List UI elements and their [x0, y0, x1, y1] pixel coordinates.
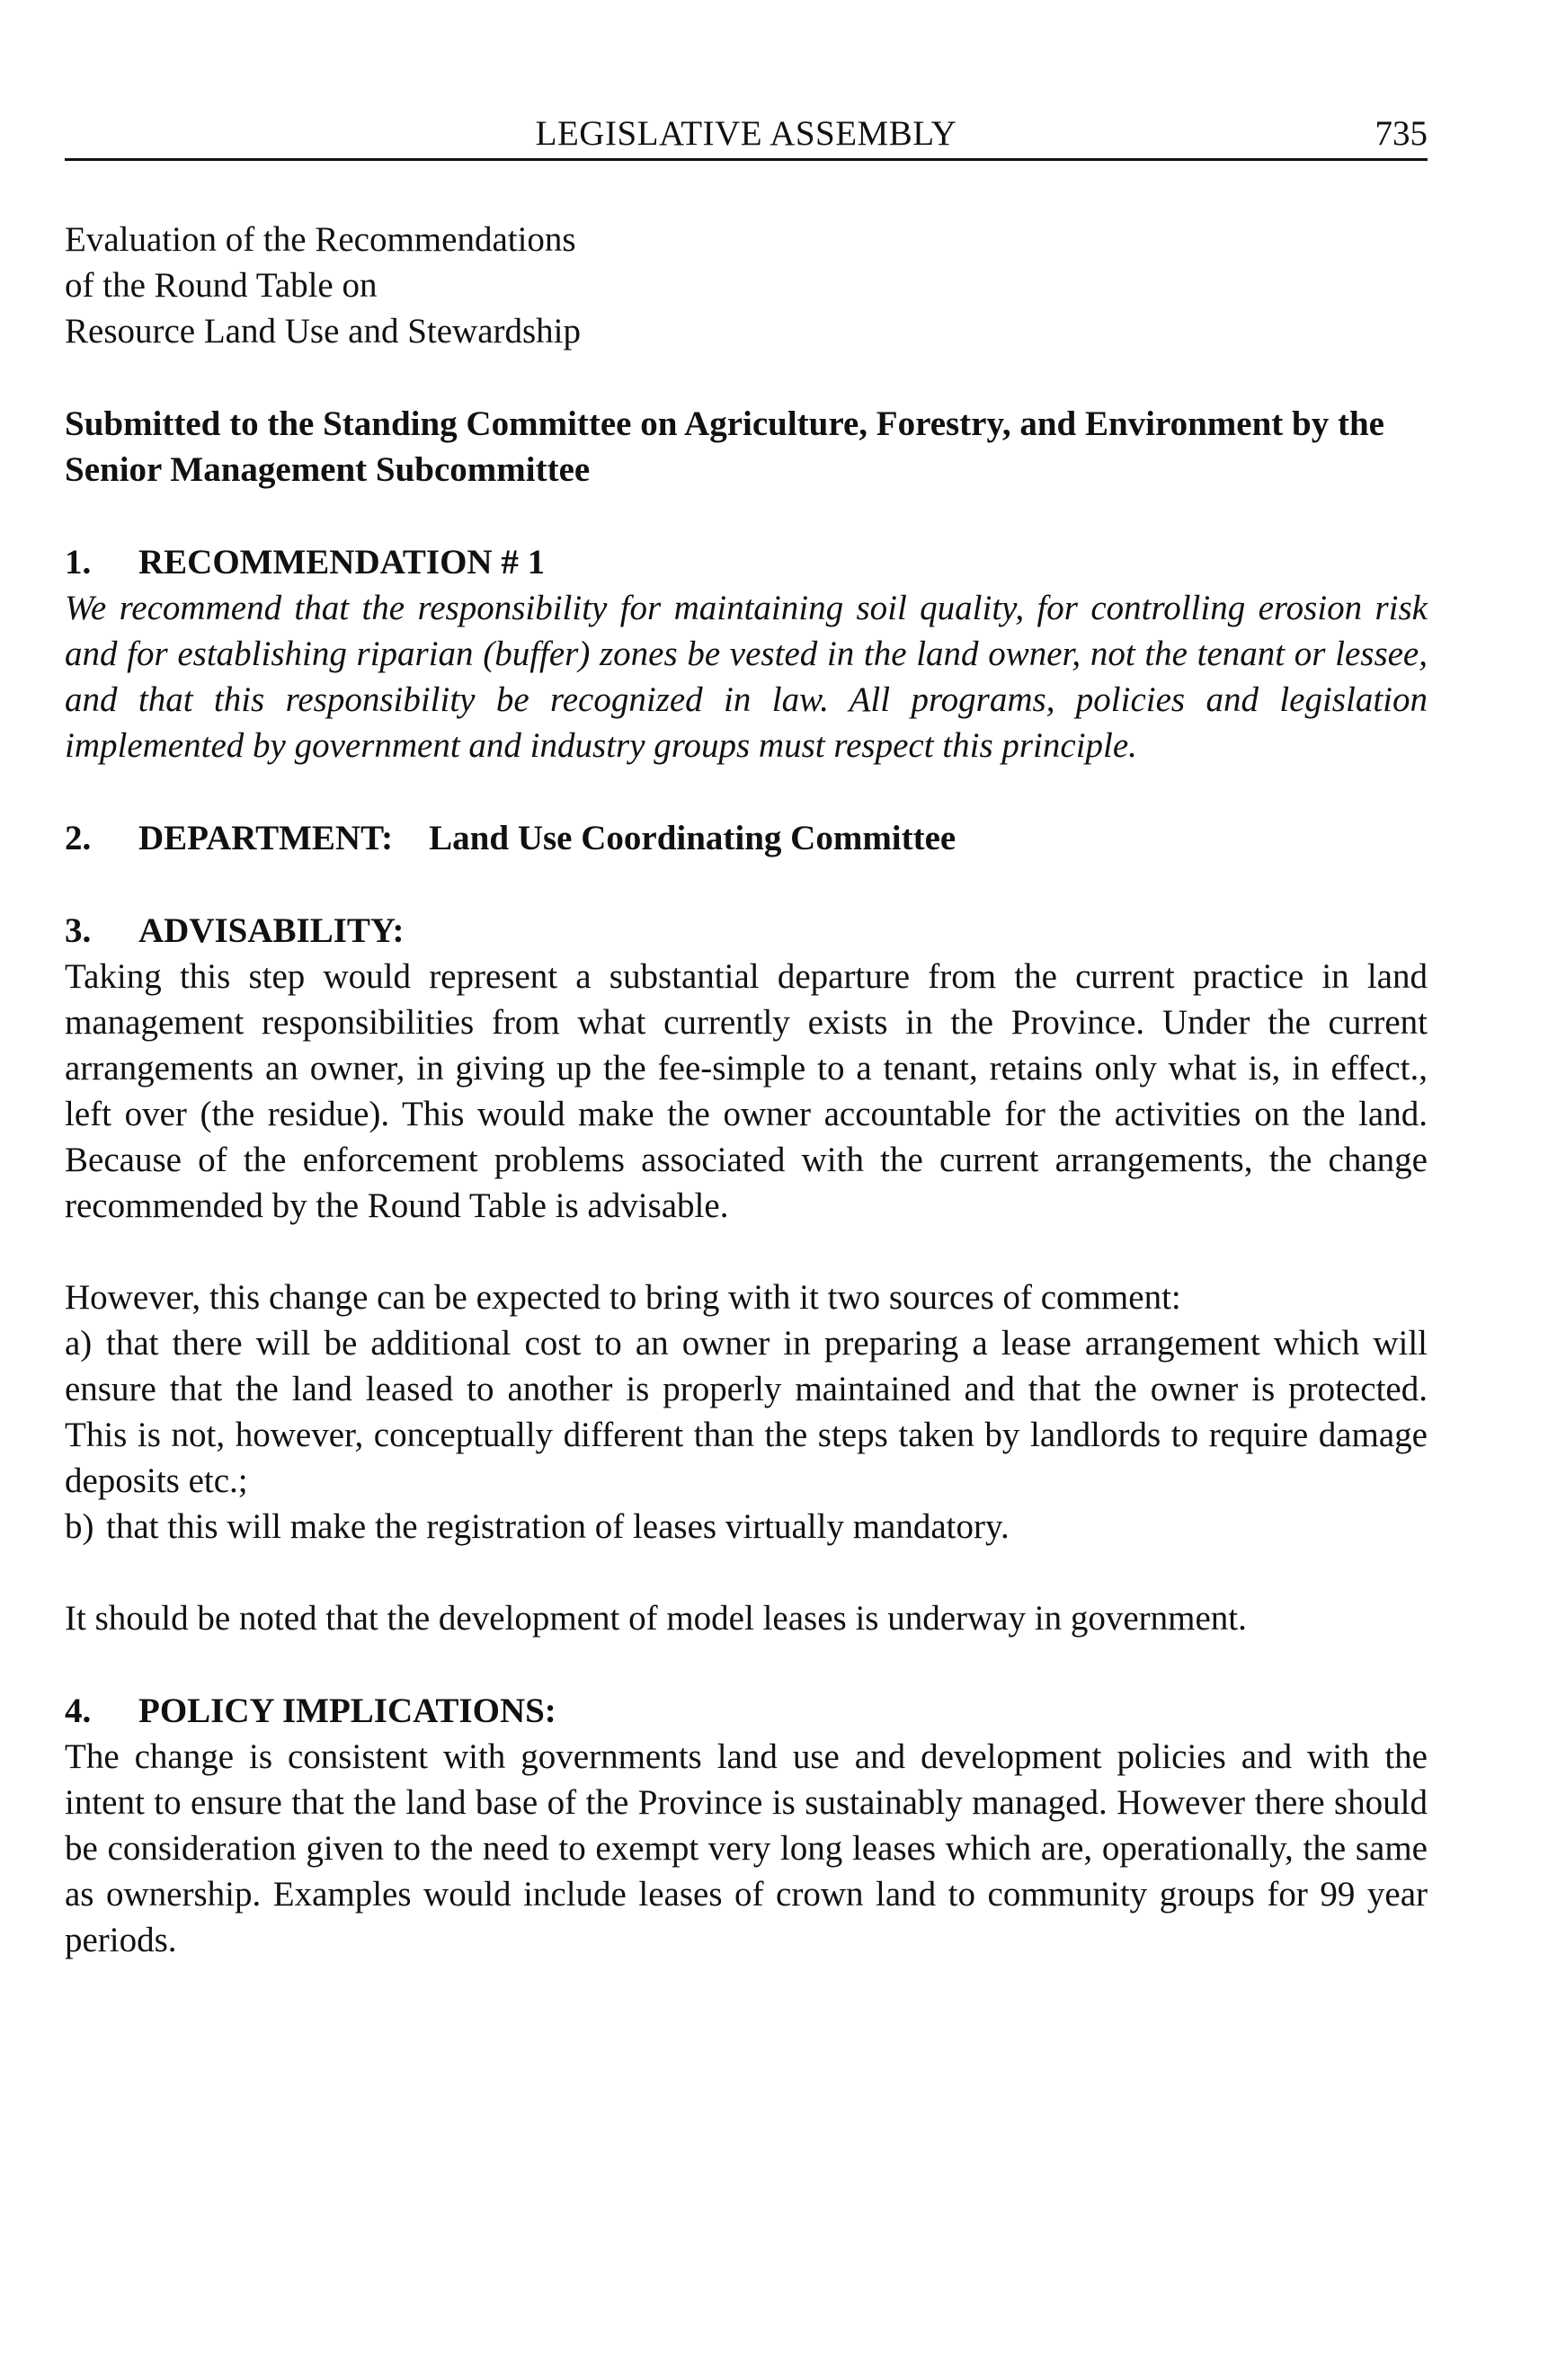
title-line-3: Resource Land Use and Stewardship: [65, 312, 582, 351]
section-1-number: 1.: [65, 543, 92, 582]
section-2-heading: [65, 815, 1428, 861]
section-3-title: ADVISABILITY:: [138, 911, 405, 950]
section-1-heading: [65, 539, 1428, 585]
document-title: [65, 217, 1428, 354]
list-text-a: that there will be additional cost to an owner in preparing a lease arrangement which will ensure that the land leased to another is properly maintained and that the owner is protected. This is not, however, conceptually different than the steps taken by landlords to require damage deposits etc.;: [65, 1324, 1428, 1500]
advisability-paragraph-1: Taking this step would represent a substantial departure from the current practice in land management responsibilities from what currently exists in the Province. Under the current arrangements an owner, in giving up the fee-simple to a tenant, retains only what is, in effect., left over (the residue). This would make the owner accountable for the activities on the land. Because of the enforcement problems associated with the current arrangements, the change recommended by the Round Table is advisable.: [65, 957, 1428, 1225]
section-4-heading: [65, 1688, 1428, 1734]
recommendation-text: We recommend that the responsibility for maintaining soil quality, for controlling erosion risk and for establishing riparian (buffer) zones be vested in the land owner, not the tenant or lessee, and that this responsibility be recognized in law. All programs, policies and legislation implemented by government and industry groups must respect this principle.: [65, 589, 1428, 765]
submitted-statement: Submitted to the Standing Committee on Agriculture, Forestry, and Environment by the Senior Management Subcommittee: [65, 404, 1384, 489]
section-3-heading: [65, 908, 1428, 954]
section-2-number: 2.: [65, 819, 92, 857]
policy-implications-paragraph: The change is consistent with governments land use and development policies and with the intent to ensure that the land base of the Province is sustainably managed. However there should be consideration given to the need to exempt very long leases which are, operationally, the same as ownership. Examples would include leases of crown land to community groups for 99 year periods.: [65, 1737, 1428, 1959]
department-value: Land Use Coordinating Committee: [429, 819, 956, 857]
list-marker-b: b): [65, 1507, 94, 1546]
list-item-a: [65, 1320, 1428, 1504]
section-3-number: 3.: [65, 911, 92, 950]
list-item-b: [65, 1504, 1428, 1550]
list-text-b: that this will make the registration of leases virtually mandatory.: [106, 1507, 1010, 1546]
section-4-title: POLICY IMPLICATIONS:: [138, 1692, 556, 1730]
section-4-number: 4.: [65, 1692, 92, 1730]
title-line-2: of the Round Table on: [65, 266, 378, 305]
title-line-1: Evaluation of the Recommendations: [65, 220, 576, 259]
advisability-paragraph-3: It should be noted that the development of model leases is underway in government.: [65, 1599, 1247, 1638]
section-2-title: DEPARTMENT:: [138, 819, 394, 857]
advisability-paragraph-2: However, this change can be expected to bring with it two sources of comment:: [65, 1278, 1181, 1317]
list-marker-a: a): [65, 1324, 93, 1363]
document-page: [65, 108, 1428, 1963]
section-1-title: RECOMMENDATION # 1: [138, 543, 546, 582]
page-number: 735: [1375, 114, 1428, 153]
header-title: LEGISLATIVE ASSEMBLY: [535, 114, 957, 153]
running-header: [65, 108, 1428, 161]
